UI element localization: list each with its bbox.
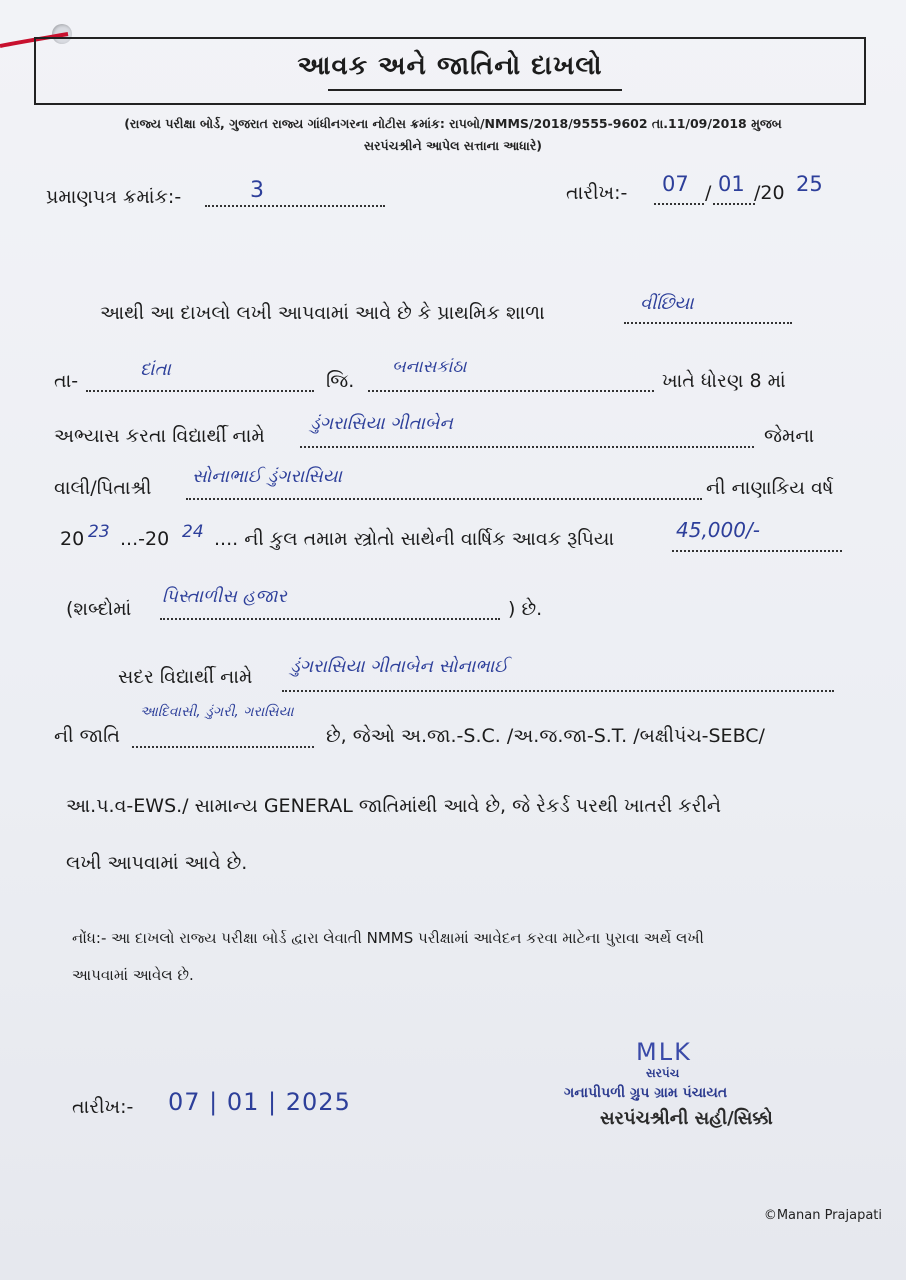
caste-dots bbox=[132, 746, 314, 748]
guardian-name-dots bbox=[186, 498, 702, 500]
date-year-handwritten: 25 bbox=[796, 172, 823, 196]
sarpanch-sign-label: સરપંચશ્રીની સહી/સિક્કો bbox=[600, 1108, 773, 1129]
para2-start: સદર વિદ્યાર્થી નામે bbox=[118, 666, 253, 688]
date-separator: / bbox=[705, 182, 712, 204]
income-words: પિસ્તાળીસ હજાર bbox=[162, 586, 287, 607]
watermark: ©Manan Prajapati bbox=[763, 1208, 882, 1223]
fy-mid: ...-20 bbox=[120, 528, 170, 550]
date-year-prefix: /20 bbox=[754, 182, 785, 204]
fy-end-handwritten: 24 bbox=[182, 522, 204, 542]
footer-date-label: તારીખ:- bbox=[72, 1096, 134, 1118]
body-line-5-mid: .... ની કુલ તમામ સ્ત્રોતો સાથેની વાર્ષિક આવક રૂપિયા bbox=[214, 528, 615, 550]
date-label: તારીખ:- bbox=[566, 182, 628, 204]
certificate-number: 3 bbox=[250, 178, 264, 203]
income-words-dots bbox=[160, 618, 500, 620]
income-amount: 45,000/- bbox=[676, 518, 760, 542]
certificate-number-label: પ્રમાણપત્ર ક્રમાંક:- bbox=[46, 186, 182, 208]
district-label: જિ. bbox=[326, 370, 355, 392]
district-dots bbox=[368, 390, 654, 392]
body-line-3-end: જેમના bbox=[764, 425, 815, 447]
para2-name-dots bbox=[282, 690, 834, 692]
district-name: બનાસકાંઠા bbox=[392, 357, 467, 377]
student-name: ડુંગરાસિયા ગીતાબેન bbox=[310, 413, 453, 434]
reference-line-1: (રાજ્ય પરીક્ષા બોર્ડ, ગુજરાત રાજ્ય ગાંધીનગરના નોટીસ ક્રમાંક: રાપબો/NMMS/2018/9555-9602 તા.11/09/2018 મુજબ bbox=[124, 116, 782, 131]
body-line-4-start: વાલી/પિતાશ્રી bbox=[54, 477, 152, 499]
body-line-4-end: ની નાણાકિય વર્ષ bbox=[706, 477, 834, 499]
student-name-dots bbox=[300, 446, 754, 448]
title-underline bbox=[328, 89, 622, 91]
para2-name: ડુંગરાસિયા ગીતાબેન સોનાભાઈ bbox=[290, 656, 509, 677]
caste-label: ની જાતિ bbox=[54, 725, 121, 747]
footer-date: 07 | 01 | 2025 bbox=[168, 1088, 351, 1116]
date-month-dots bbox=[713, 203, 755, 205]
taluka-name: દાંતા bbox=[140, 359, 171, 380]
taluka-label: તા- bbox=[54, 370, 79, 392]
taluka-dots bbox=[86, 390, 314, 392]
note-line-1: નોંધ:- આ દાખલો રાજ્ય પરીક્ષા બોર્ડ દ્વારા લેવાતી NMMS પરીક્ષામાં આવેદન કરવા માટેના પુરાવા અર્થે લખી bbox=[72, 929, 704, 947]
school-dots bbox=[624, 322, 792, 324]
words-close: ) છે. bbox=[508, 598, 543, 620]
certificate-title: આવક અને જાતિનો દાખલો bbox=[297, 51, 603, 81]
body-line-3-start: અભ્યાસ કરતા વિદ્યાર્થી નામે bbox=[54, 425, 265, 447]
fy-start: 20 bbox=[60, 528, 85, 550]
body-line-final: લખી આપવામાં આવે છે. bbox=[66, 852, 248, 874]
stamp-role: સરપંચ bbox=[646, 1066, 680, 1080]
income-dots bbox=[672, 550, 842, 552]
caste-line-rest: છે, જેઓ અ.જા.-S.C. /અ.જ.જા-S.T. /બક્ષીપંચ-SEBC/ bbox=[326, 725, 765, 747]
caste-value: આદિવાસી, ડુંગરી, ગરાસિયા bbox=[140, 704, 294, 720]
words-open: (શબ્દોમાં bbox=[66, 598, 132, 620]
stamp-panchayat: ગનાપીપળી ગ્રુપ ગ્રામ પંચાયત bbox=[564, 1085, 728, 1101]
school-name: વીંછિયા bbox=[640, 293, 694, 314]
fy-start-handwritten: 23 bbox=[88, 522, 110, 542]
date-day-dots bbox=[654, 203, 704, 205]
reference-line-2: સરપંચશ્રીને આપેલ સત્તાના આધારે) bbox=[363, 138, 543, 153]
certificate-number-dots bbox=[205, 205, 385, 207]
date-month: 01 bbox=[718, 172, 745, 196]
guardian-name: સોનાભાઈ ડુંગરાસિયા bbox=[192, 466, 342, 487]
body-line-ews: આ.પ.વ-EWS./ સામાન્ય GENERAL જાતિમાંથી આવે છે, જે રેકર્ડ પરથી ખાતરી કરીને bbox=[66, 795, 722, 817]
note-line-2: આપવામાં આવેલ છે. bbox=[72, 966, 194, 984]
title-box bbox=[34, 37, 866, 105]
body-line-2-end: ખાતે ધોરણ 8 માં bbox=[662, 370, 786, 392]
date-day: 07 bbox=[662, 172, 689, 196]
signature: MLK bbox=[636, 1038, 692, 1066]
body-line-1: આથી આ દાખલો લખી આપવામાં આવે છે કે પ્રાથમિક શાળા bbox=[100, 302, 545, 324]
